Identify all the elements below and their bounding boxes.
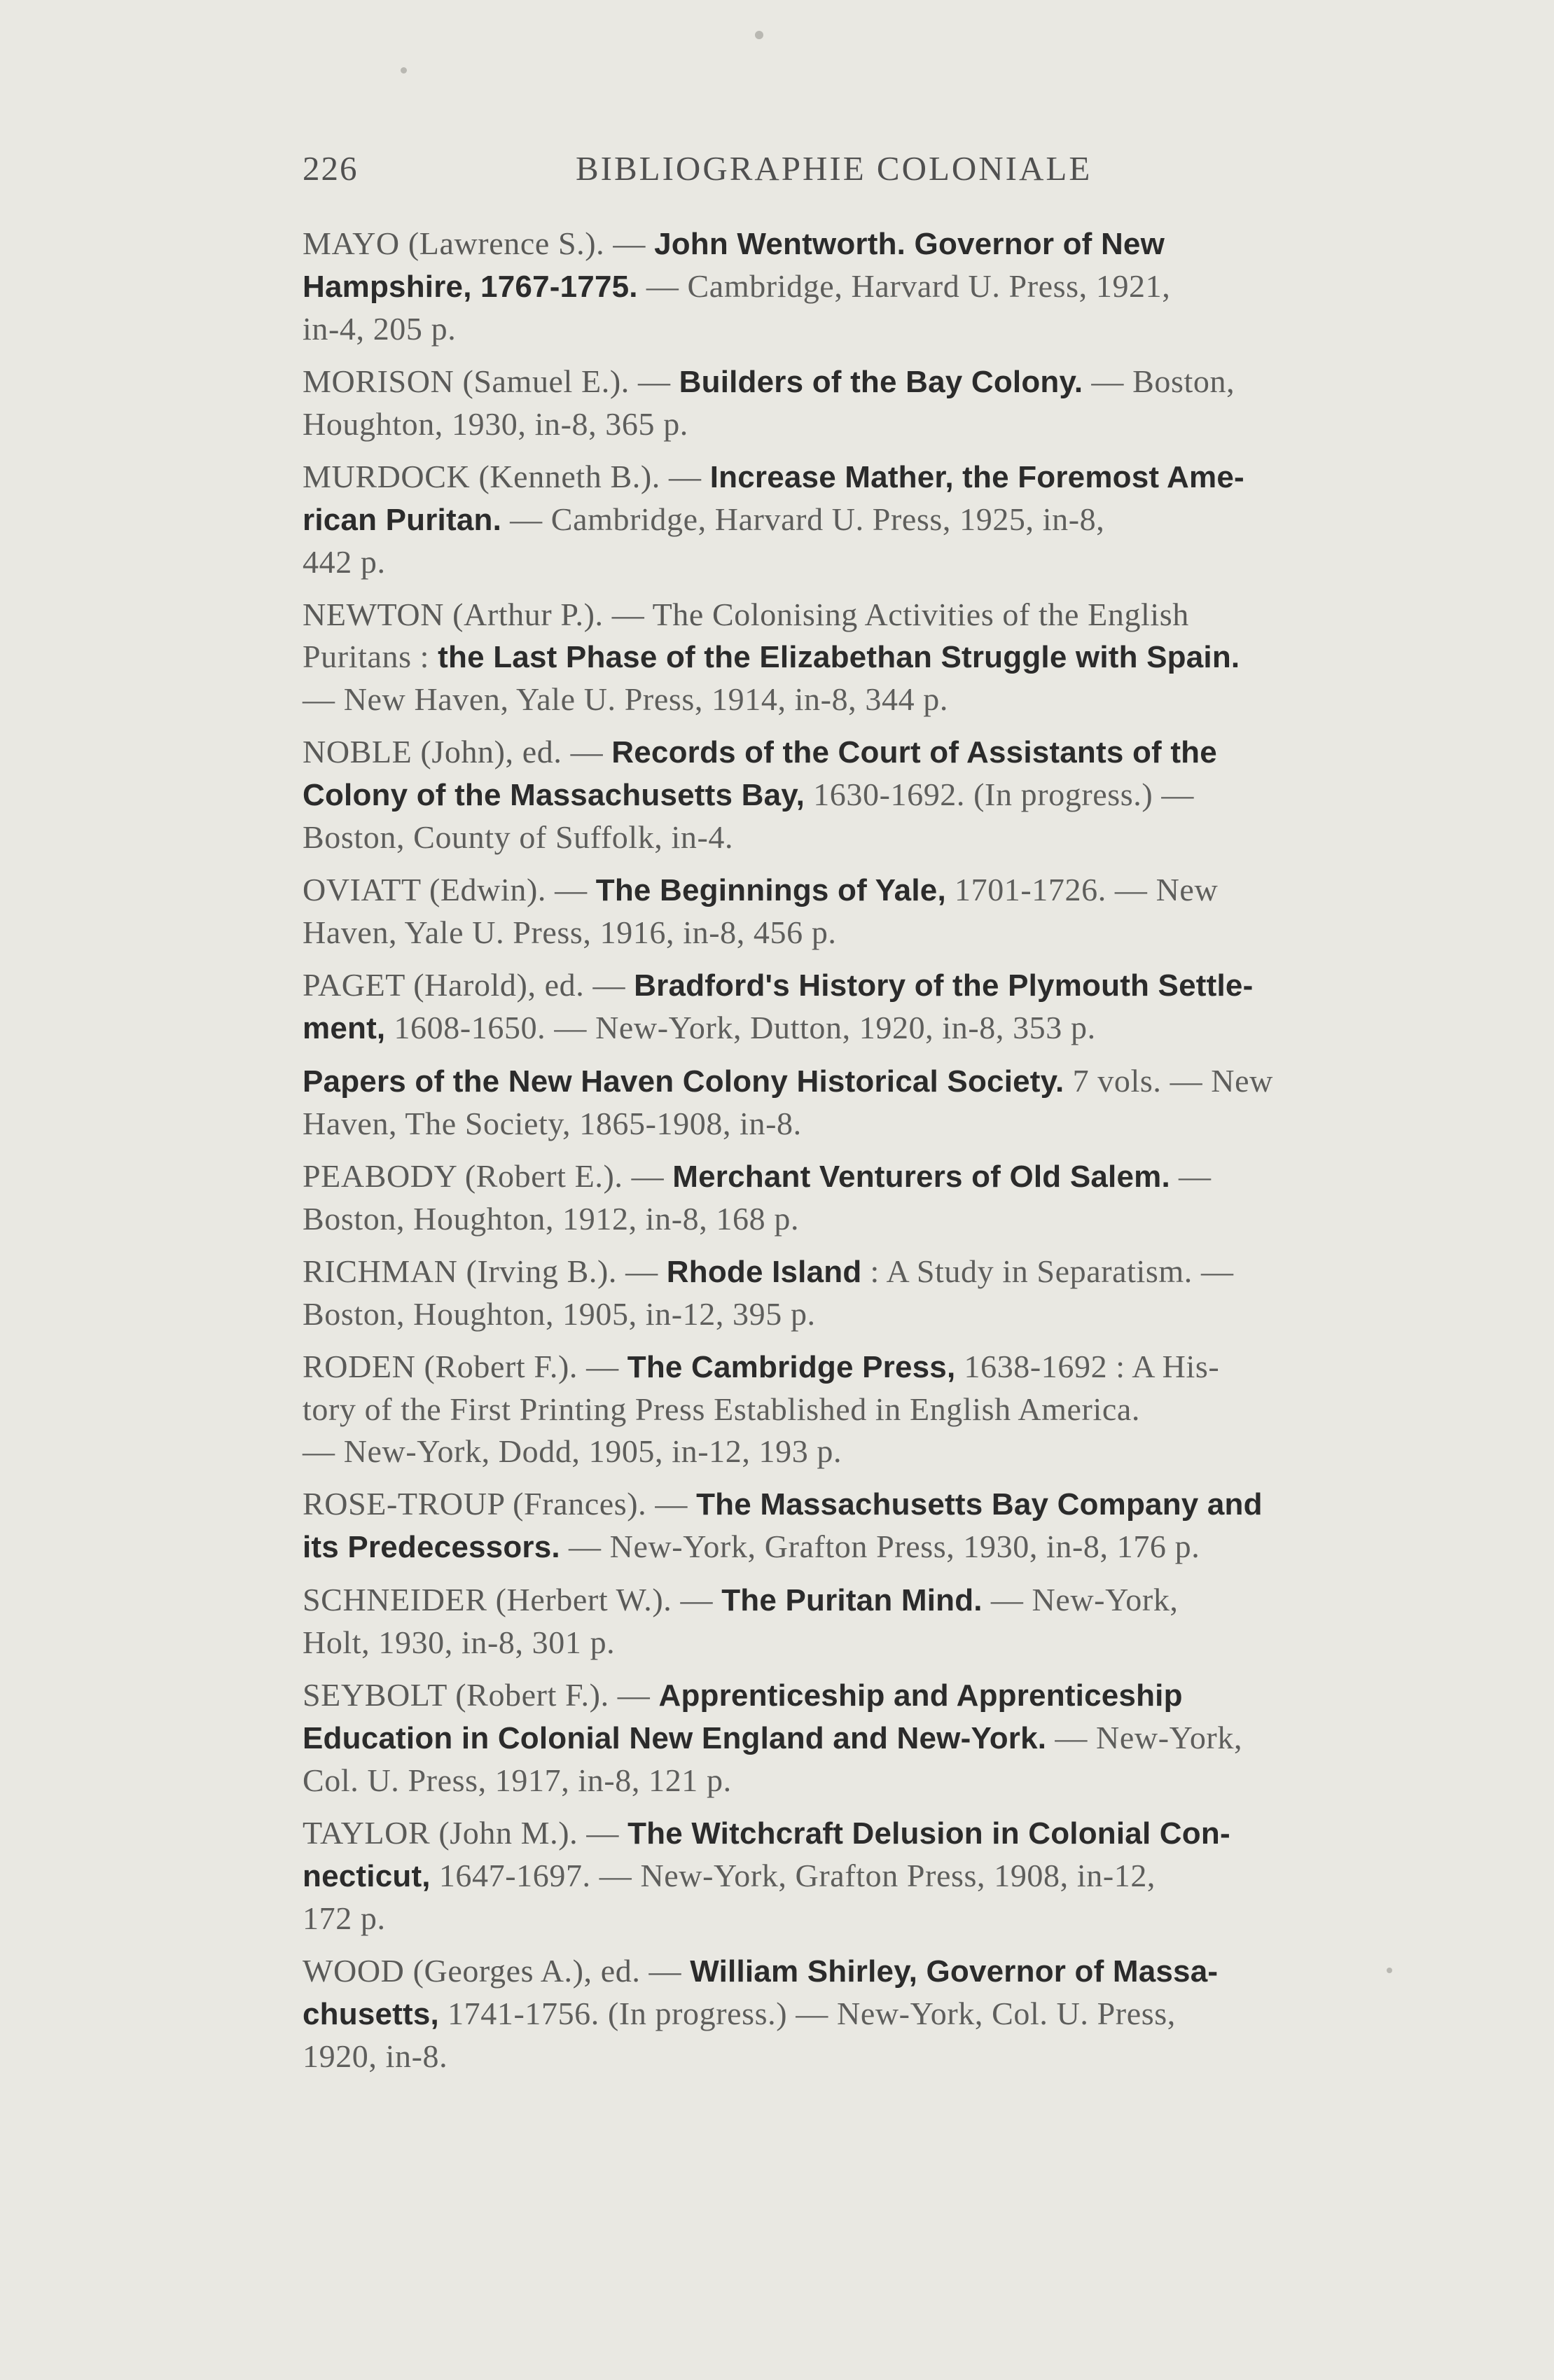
bibliography-entry (303, 1812, 1395, 1940)
entry-pub: — New-York, Dodd, 1905, in-12, 193 p. (303, 1433, 842, 1469)
entry-line (303, 265, 1395, 308)
entry-author: ROSE-TROUP (Frances). — (303, 1486, 697, 1522)
entry-line (303, 1431, 1395, 1473)
entry-pub: 1920, in-8. (303, 2038, 448, 2074)
entry-line (303, 403, 1395, 445)
entry-pub: 1638-1692 : A His- (955, 1349, 1220, 1384)
bibliography-entry (303, 361, 1395, 445)
entry-title: Hampshire, 1767-1775. (303, 270, 638, 304)
running-title: BIBLIOGRAPHIE COLONIALE (576, 149, 1092, 188)
bibliography-entry (303, 1674, 1395, 1802)
paper-speck (401, 67, 407, 74)
entry-line (303, 636, 1395, 678)
entry-author: SCHNEIDER (Herbert W.). — (303, 1582, 722, 1617)
entry-title: The Massachusetts Bay Company and (696, 1487, 1263, 1522)
entry-pub: : A Study in Separatism. — (861, 1253, 1234, 1289)
entry-author: SEYBOLT (Robert F.). — (303, 1677, 659, 1713)
entry-title: Records of the Court of Assistants of the (611, 735, 1217, 770)
entry-pub: 1630-1692. (In progress.) — (805, 777, 1195, 812)
entry-line (303, 1993, 1395, 2035)
entry-pub: 172 p. (303, 1900, 386, 1936)
entry-pub: 1741-1756. (In progress.) — New-York, Col. U. Press, (438, 1996, 1176, 2031)
entry-author: MAYO (Lawrence S.). — (303, 225, 655, 261)
entry-author: TAYLOR (John M.). — (303, 1815, 628, 1851)
bibliography-entry (303, 456, 1395, 583)
bibliography-entry (303, 594, 1395, 721)
entry-title: Papers of the New Haven Colony Historical Society. (303, 1064, 1064, 1099)
entry-pub: — Boston, (1083, 363, 1235, 399)
bibliography-entry (303, 731, 1395, 858)
entry-pub: — New-York, Grafton Press, 1930, in-8, 176 p. (560, 1529, 1200, 1564)
entry-line (303, 816, 1395, 858)
entry-pub: Haven, The Society, 1865-1908, in-8. (303, 1106, 802, 1141)
bibliography-entry (303, 1483, 1395, 1568)
entry-title: chusetts, (303, 1997, 439, 2031)
entry-pub: — Cambridge, Harvard U. Press, 1921, (637, 268, 1171, 304)
entry-title: Bradford's History of the Plymouth Settle- (634, 968, 1254, 1003)
entry-title: Rhode Island (666, 1255, 862, 1289)
entry-title: the Last Phase of the Elizabethan Struggle with Spain. (438, 640, 1240, 674)
entry-line (303, 678, 1395, 721)
entry-line (303, 1717, 1395, 1760)
entry-pub: 7 vols. — New (1064, 1063, 1273, 1099)
entry-author: RODEN (Robert F.). — (303, 1349, 627, 1384)
entry-title: John Wentworth. Governor of New (654, 227, 1165, 261)
entry-pub: Boston, Houghton, 1912, in-8, 168 p. (303, 1201, 800, 1237)
entry-pub: Boston, Houghton, 1905, in-12, 395 p. (303, 1296, 816, 1332)
entry-line (303, 1483, 1395, 1526)
entry-title: Builders of the Bay Colony. (679, 365, 1083, 399)
entry-line (303, 594, 1395, 636)
entry-title: William Shirley, Governor of Massa- (690, 1954, 1219, 1989)
entry-line (303, 1060, 1395, 1103)
entry-line (303, 499, 1395, 541)
entry-line (303, 774, 1395, 816)
page-number: 226 (303, 149, 359, 188)
entry-line (303, 1622, 1395, 1664)
entry-line (303, 223, 1395, 265)
entry-line (303, 1198, 1395, 1240)
bibliography-entry (303, 1579, 1395, 1664)
entry-pub: Col. U. Press, 1917, in-8, 121 p. (303, 1762, 732, 1798)
entry-pub: Puritans : (303, 639, 438, 674)
entry-title: The Puritan Mind. (721, 1583, 983, 1617)
entry-line (303, 2035, 1395, 2078)
paper-speck (1387, 1968, 1392, 1973)
entry-pub: Houghton, 1930, in-8, 365 p. (303, 406, 688, 442)
entry-line (303, 1526, 1395, 1568)
entry-title: Increase Mather, the Foremost Ame- (709, 460, 1244, 494)
entry-line (303, 869, 1395, 912)
entry-title: Education in Colonial New England and New-York. (303, 1721, 1047, 1755)
entry-pub: 1701-1726. — New (945, 872, 1219, 907)
entry-line (303, 456, 1395, 499)
entry-line (303, 1007, 1395, 1050)
entry-line (303, 1346, 1395, 1389)
bibliography-entry (303, 964, 1395, 1050)
entry-title: The Witchcraft Delusion in Colonial Con- (627, 1816, 1230, 1851)
entry-pub: in-4, 205 p. (303, 311, 457, 347)
entry-line (303, 308, 1395, 350)
entry-author: OVIATT (Edwin). — (303, 872, 596, 907)
bibliography-entry (303, 1060, 1395, 1145)
entry-line (303, 1812, 1395, 1855)
bibliography-list (303, 223, 1395, 2088)
entry-title: necticut, (303, 1859, 431, 1893)
entry-title: Apprenticeship and Apprenticeship (658, 1678, 1183, 1713)
entry-author: NOBLE (John), ed. — (303, 734, 612, 770)
entry-line (303, 361, 1395, 403)
entry-author: MURDOCK (Kenneth B.). — (303, 459, 710, 494)
entry-author: PAGET (Harold), ed. — (303, 967, 634, 1003)
entry-line (303, 1898, 1395, 1940)
entry-pub: 442 p. (303, 544, 386, 580)
entry-title: rican Puritan. (303, 503, 501, 537)
entry-pub: Holt, 1930, in-8, 301 p. (303, 1624, 616, 1660)
entry-title: ment, (303, 1011, 386, 1045)
entry-line (303, 541, 1395, 583)
entry-author: WOOD (Georges A.), ed. — (303, 1953, 691, 1989)
page-header (303, 148, 1132, 197)
entry-line (303, 1251, 1395, 1293)
entry-title: Merchant Venturers of Old Salem. (672, 1160, 1170, 1194)
entry-pub: — Cambridge, Harvard U. Press, 1925, in-8, (501, 501, 1105, 537)
bibliography-entry (303, 1950, 1395, 2078)
entry-author: NEWTON (Arthur P.). — The Colonising Activities of the English (303, 597, 1189, 632)
entry-title: The Beginnings of Yale, (595, 873, 946, 907)
bibliography-entry (303, 223, 1395, 350)
paper-speck (755, 31, 763, 39)
entry-line (303, 731, 1395, 774)
entry-pub: 1647-1697. — New-York, Grafton Press, 1908, in-12, (430, 1858, 1156, 1893)
bibliography-entry (303, 1251, 1395, 1335)
entry-author: PEABODY (Robert E.). — (303, 1158, 673, 1194)
entry-line (303, 1155, 1395, 1198)
entry-pub: — (1170, 1158, 1212, 1194)
entry-pub: Haven, Yale U. Press, 1916, in-8, 456 p. (303, 914, 837, 950)
entry-title: The Cambridge Press, (627, 1350, 956, 1384)
entry-line (303, 1855, 1395, 1898)
entry-pub: — New-York, (1046, 1720, 1243, 1755)
entry-title: Colony of the Massachusetts Bay, (303, 778, 805, 812)
entry-line (303, 1293, 1395, 1335)
entry-pub: tory of the First Printing Press Established in English America. (303, 1391, 1140, 1427)
entry-author: MORISON (Samuel E.). — (303, 363, 679, 399)
bibliography-entry (303, 1346, 1395, 1473)
entry-line (303, 1389, 1395, 1431)
entry-line (303, 1103, 1395, 1145)
entry-line (303, 1950, 1395, 1993)
entry-line (303, 1674, 1395, 1717)
entry-author: RICHMAN (Irving B.). — (303, 1253, 667, 1289)
bibliography-entry (303, 1155, 1395, 1240)
bibliography-entry (303, 869, 1395, 954)
entry-line (303, 1760, 1395, 1802)
entry-pub: — New-York, (982, 1582, 1179, 1617)
entry-title: its Predecessors. (303, 1530, 560, 1564)
entry-pub: Boston, County of Suffolk, in-4. (303, 819, 734, 855)
entry-line (303, 912, 1395, 954)
entry-line (303, 1579, 1395, 1622)
entry-pub: — New Haven, Yale U. Press, 1914, in-8, 344 p. (303, 681, 948, 717)
entry-pub: 1608-1650. — New-York, Dutton, 1920, in-8, 353 p. (385, 1010, 1096, 1045)
entry-line (303, 964, 1395, 1007)
